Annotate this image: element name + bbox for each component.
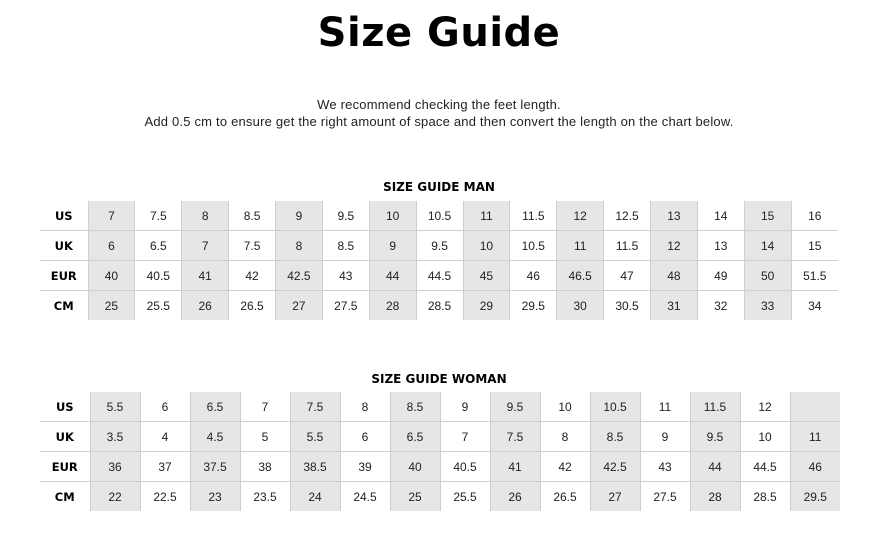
size-cell: 26	[182, 291, 229, 321]
row-header: US	[40, 392, 90, 422]
size-cell: 5.5	[290, 422, 340, 452]
row-header: CM	[54, 489, 75, 504]
size-cell: 13	[651, 201, 698, 231]
size-cell: 12.5	[604, 201, 651, 231]
size-table-man	[40, 201, 838, 320]
row-header: US	[40, 201, 88, 231]
size-cell: 37.5	[190, 452, 240, 482]
size-cell: 8	[276, 231, 323, 261]
size-cell: 30	[557, 291, 604, 321]
size-cell: 15	[744, 201, 791, 231]
size-cell: 16	[791, 201, 838, 231]
size-cell: 7	[440, 422, 490, 452]
size-cell: 10	[369, 201, 416, 231]
size-cell: 8.5	[322, 231, 369, 261]
size-cell: 6.5	[190, 392, 240, 422]
size-cell: 26.5	[540, 482, 590, 512]
row-header: UK	[40, 231, 88, 261]
size-cell: 33	[744, 291, 791, 321]
size-cell: 4	[140, 422, 190, 452]
size-cell: 40	[390, 452, 440, 482]
size-cell: 50	[744, 261, 791, 291]
size-cell: 10	[463, 231, 510, 261]
size-cell: 38	[240, 452, 290, 482]
size-cell: 11.5	[690, 392, 740, 422]
size-cell: 5	[240, 422, 290, 452]
size-cell: 7.5	[290, 392, 340, 422]
size-cell: 10	[740, 422, 790, 452]
size-cell: 12	[740, 392, 790, 422]
size-cell: 28	[690, 482, 740, 512]
size-cell: 43	[640, 452, 690, 482]
size-cell: 11.5	[604, 231, 651, 261]
size-cell: 22	[90, 482, 140, 512]
size-cell: 25	[390, 482, 440, 512]
size-cell: 8.5	[590, 422, 640, 452]
size-cell: 9.5	[416, 231, 463, 261]
size-cell: 27	[276, 291, 323, 321]
size-cell: 42	[540, 452, 590, 482]
size-cell: 23	[190, 482, 240, 512]
size-cell: 44.5	[740, 452, 790, 482]
size-cell: 11	[640, 392, 690, 422]
size-cell: 11	[463, 201, 510, 231]
size-cell: 27.5	[322, 291, 369, 321]
woman-table-title: SIZE GUIDE WOMAN	[371, 372, 507, 386]
size-cell: 24	[290, 482, 340, 512]
intro-line-1: We recommend checking the feet length.	[317, 97, 561, 112]
size-cell: 34	[791, 291, 838, 321]
size-cell: 49	[697, 261, 744, 291]
size-cell: 7.5	[229, 231, 276, 261]
size-cell: 32	[697, 291, 744, 321]
size-cell: 12	[651, 231, 698, 261]
table-row-us	[40, 392, 840, 422]
size-cell: 29.5	[790, 482, 840, 512]
size-cell: 27.5	[640, 482, 690, 512]
size-cell: 39	[340, 452, 390, 482]
size-cell: 42.5	[276, 261, 323, 291]
size-cell: 10.5	[416, 201, 463, 231]
size-cell: 48	[651, 261, 698, 291]
size-cell: 26.5	[229, 291, 276, 321]
size-cell: 40.5	[440, 452, 490, 482]
size-cell: 28	[369, 291, 416, 321]
size-cell: 26	[490, 482, 540, 512]
size-cell: 12	[557, 201, 604, 231]
size-cell: 40.5	[135, 261, 182, 291]
size-cell: 23.5	[240, 482, 290, 512]
size-table-woman	[40, 392, 840, 511]
size-cell: 30.5	[604, 291, 651, 321]
size-cell: 8.5	[390, 392, 440, 422]
size-cell: 11.5	[510, 201, 557, 231]
row-header: CM	[53, 298, 74, 313]
size-cell: 10.5	[590, 392, 640, 422]
size-cell: 24.5	[340, 482, 390, 512]
size-cell: 6	[140, 392, 190, 422]
size-cell: 6.5	[135, 231, 182, 261]
size-cell: 46.5	[557, 261, 604, 291]
size-cell: 13	[697, 231, 744, 261]
size-cell: 44	[690, 452, 740, 482]
size-cell: 7.5	[490, 422, 540, 452]
size-cell: 9.5	[322, 201, 369, 231]
size-cell: 7	[88, 201, 135, 231]
size-cell: 9	[640, 422, 690, 452]
size-cell: 37	[140, 452, 190, 482]
size-cell: 46	[790, 452, 840, 482]
size-cell: 3.5	[90, 422, 140, 452]
table-row-uk	[40, 422, 840, 452]
size-cell: 47	[604, 261, 651, 291]
size-cell: 8	[340, 392, 390, 422]
size-cell: 9.5	[690, 422, 740, 452]
row-header: EUR	[40, 261, 88, 291]
intro-text	[0, 96, 878, 130]
man-table-title: SIZE GUIDE MAN	[383, 180, 495, 194]
size-cell: 7	[240, 392, 290, 422]
size-cell: 14	[697, 201, 744, 231]
size-cell: 36	[90, 452, 140, 482]
size-cell: 6	[340, 422, 390, 452]
table-row-us	[40, 201, 838, 231]
size-cell: 22.5	[140, 482, 190, 512]
size-cell: 9	[440, 392, 490, 422]
size-cell: 6	[88, 231, 135, 261]
size-cell: 42	[229, 261, 276, 291]
size-cell: 8.5	[229, 201, 276, 231]
size-cell: 27	[590, 482, 640, 512]
size-cell: 4.5	[190, 422, 240, 452]
row-header: EUR	[40, 452, 90, 482]
size-cell: 6.5	[390, 422, 440, 452]
intro-line-2: Add 0.5 cm to ensure get the right amount of space and then convert the length on the chart below.	[144, 114, 734, 129]
size-cell: 44	[369, 261, 416, 291]
table-row-eur	[40, 261, 838, 291]
size-cell: 45	[463, 261, 510, 291]
page-title: Size Guide	[317, 10, 561, 56]
size-cell: 8	[182, 201, 229, 231]
size-cell: 46	[510, 261, 557, 291]
size-cell: 10.5	[510, 231, 557, 261]
size-cell: 41	[182, 261, 229, 291]
size-cell: 43	[322, 261, 369, 291]
size-cell: 29	[463, 291, 510, 321]
size-cell: 41	[490, 452, 540, 482]
size-cell: 14	[744, 231, 791, 261]
size-cell	[790, 392, 840, 422]
table-row-eur	[40, 452, 840, 482]
size-cell: 31	[651, 291, 698, 321]
size-cell: 11	[557, 231, 604, 261]
row-header: UK	[40, 422, 90, 452]
size-cell: 15	[791, 231, 838, 261]
table-row-cm	[40, 482, 840, 512]
size-cell: 25.5	[135, 291, 182, 321]
size-cell: 9	[276, 201, 323, 231]
size-cell: 10	[540, 392, 590, 422]
size-cell: 9	[369, 231, 416, 261]
size-cell: 5.5	[90, 392, 140, 422]
size-cell: 29.5	[510, 291, 557, 321]
size-cell: 7	[182, 231, 229, 261]
table-row-uk	[40, 231, 838, 261]
size-cell: 40	[88, 261, 135, 291]
size-cell: 28.5	[416, 291, 463, 321]
size-cell: 25.5	[440, 482, 490, 512]
size-cell: 28.5	[740, 482, 790, 512]
size-cell: 44.5	[416, 261, 463, 291]
size-cell: 8	[540, 422, 590, 452]
size-cell: 11	[790, 422, 840, 452]
size-cell: 7.5	[135, 201, 182, 231]
size-cell: 42.5	[590, 452, 640, 482]
size-cell: 38.5	[290, 452, 340, 482]
size-cell: 51.5	[791, 261, 838, 291]
table-row-cm	[40, 291, 838, 321]
size-cell: 25	[88, 291, 135, 321]
size-cell: 9.5	[490, 392, 540, 422]
